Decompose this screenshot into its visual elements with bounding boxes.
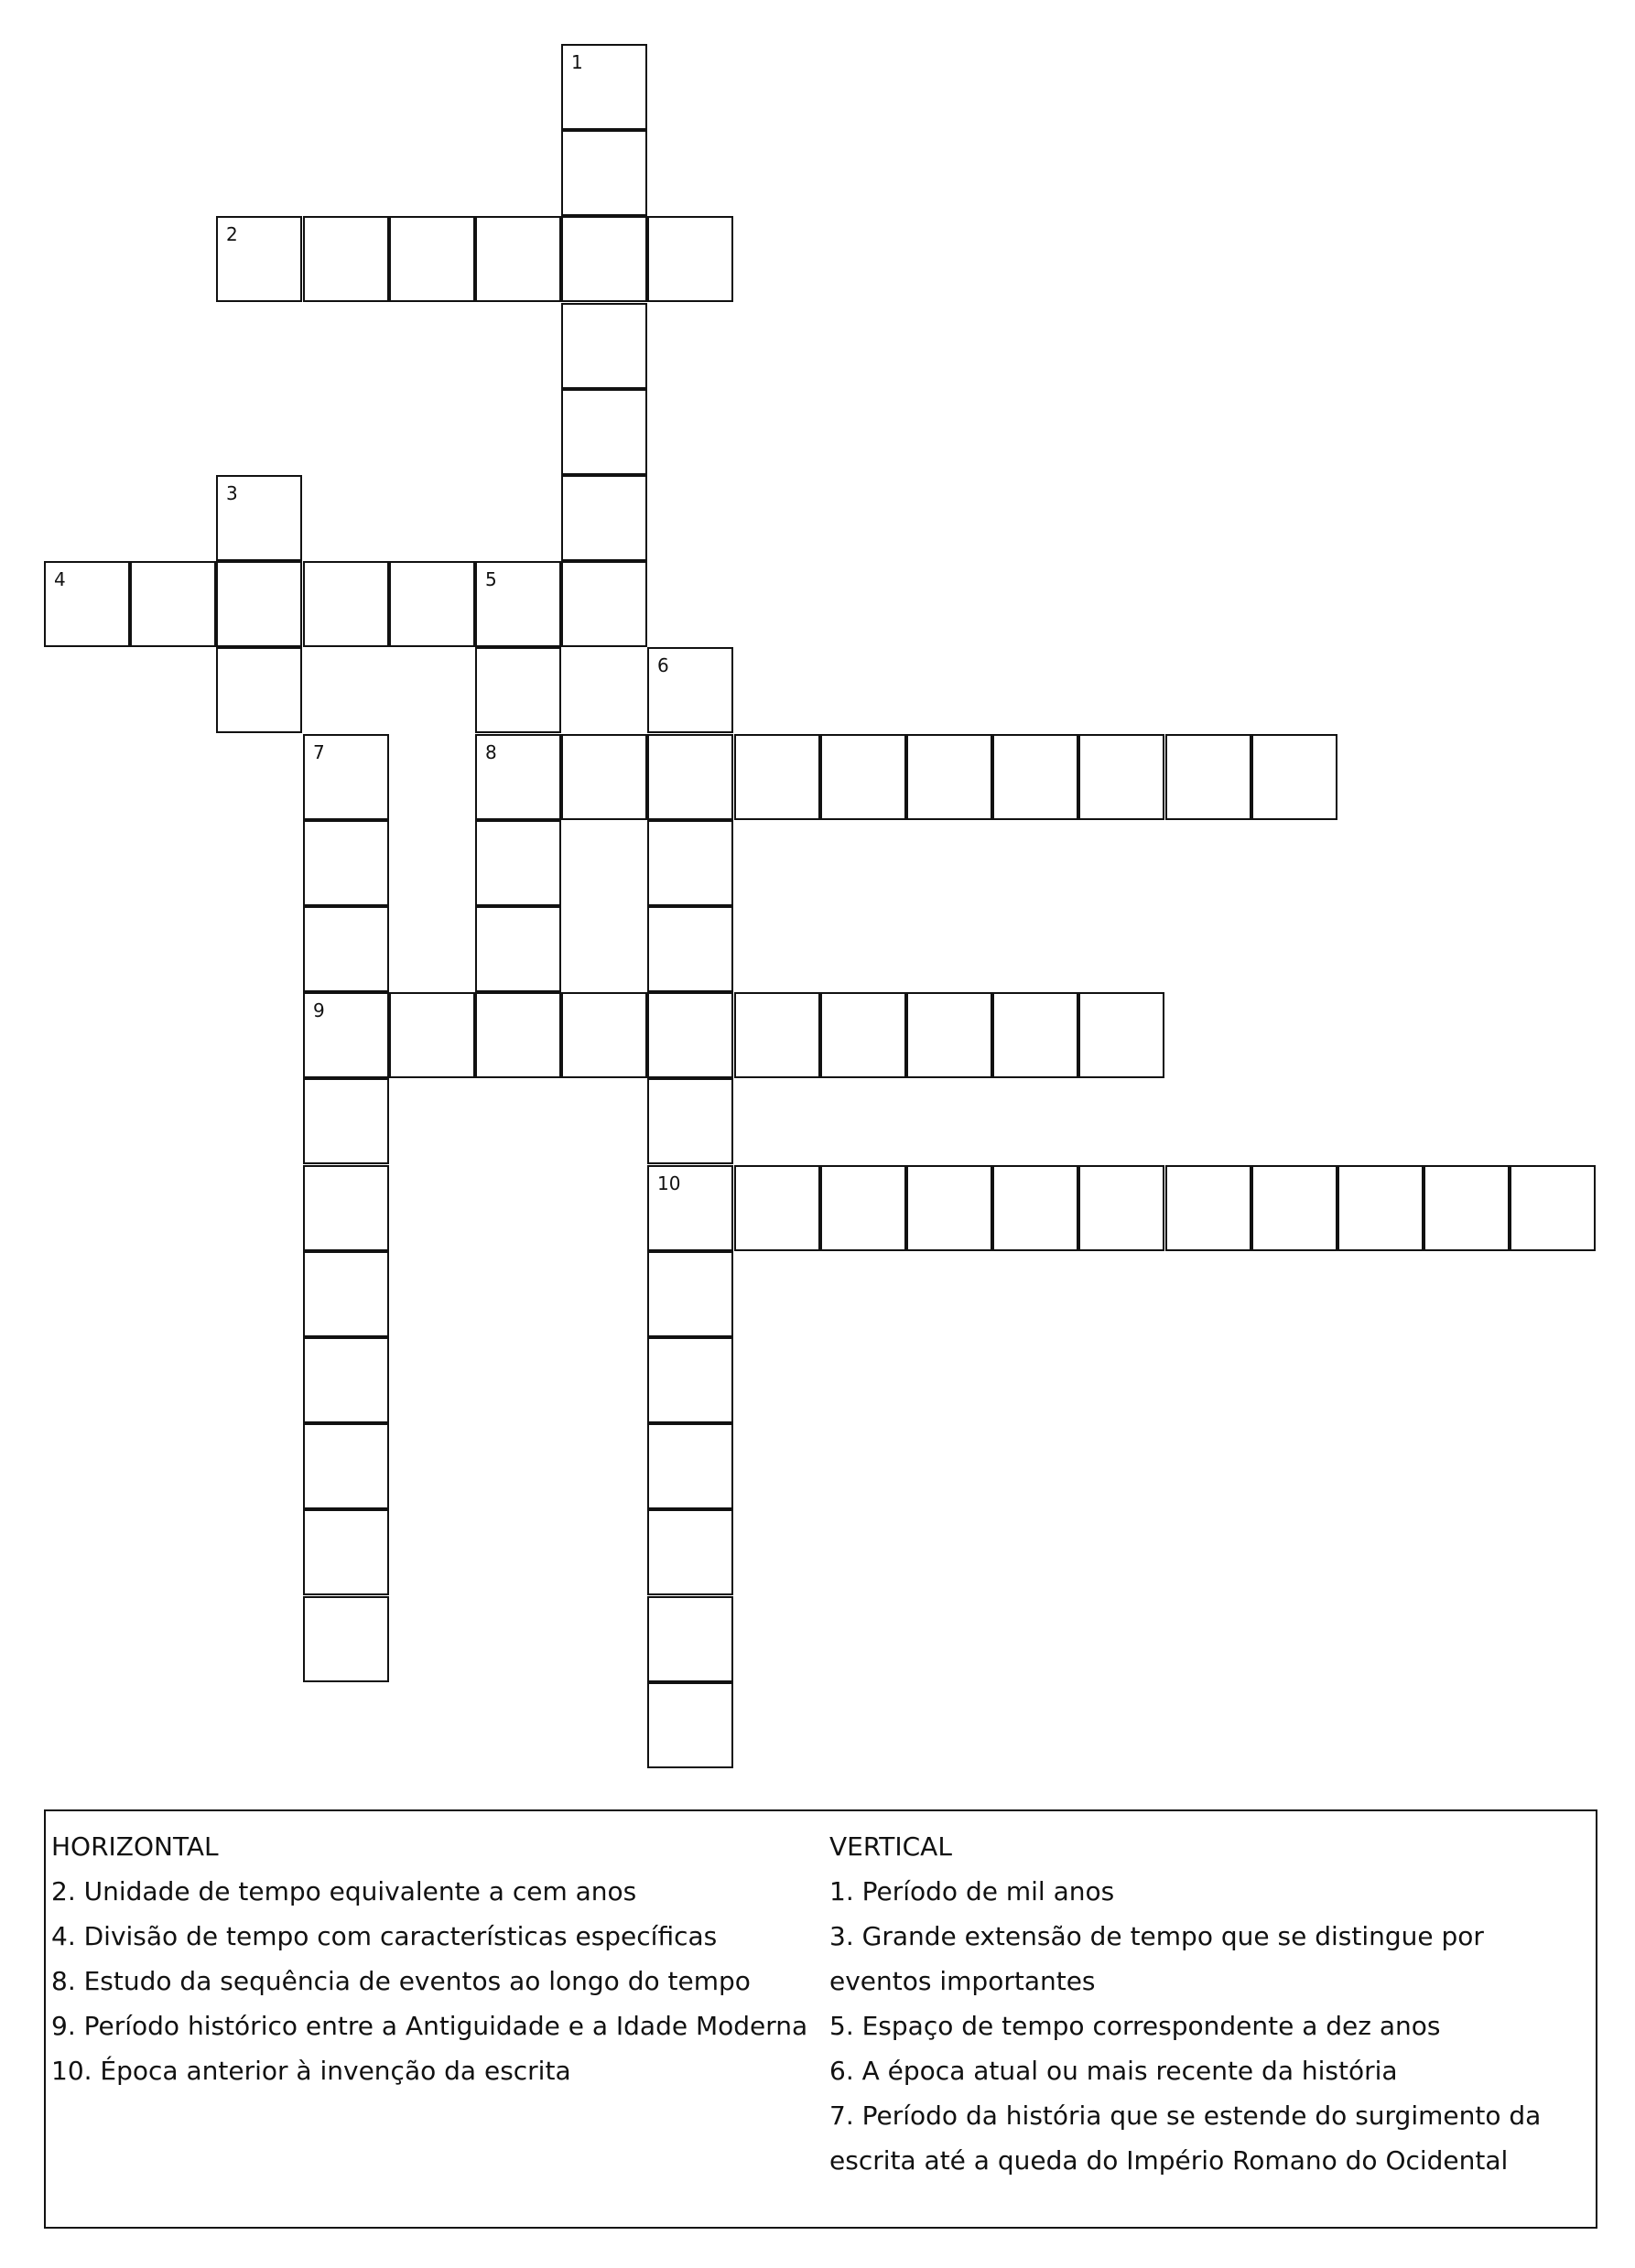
- grid-cell[interactable]: [303, 734, 389, 820]
- horizontal-clues: [51, 1824, 820, 2093]
- clue-down-6: 6. A época atual ou mais recente da história: [829, 2056, 1398, 2086]
- grid-cell[interactable]: [303, 820, 389, 906]
- grid-cell[interactable]: [1165, 1165, 1251, 1251]
- grid-cell[interactable]: [820, 1165, 906, 1251]
- grid-cell[interactable]: [647, 992, 733, 1078]
- grid-cell[interactable]: [561, 561, 647, 647]
- grid-cell[interactable]: [734, 734, 820, 820]
- grid-cell[interactable]: [906, 992, 992, 1078]
- grid-cell[interactable]: [647, 1251, 733, 1337]
- clues-box: [44, 1809, 1597, 2229]
- grid-cell[interactable]: [992, 734, 1078, 820]
- grid-cell[interactable]: [647, 1682, 733, 1768]
- clue-number: 3: [226, 482, 238, 504]
- grid-cell[interactable]: [992, 992, 1078, 1078]
- grid-cell[interactable]: [303, 1337, 389, 1423]
- grid-cell[interactable]: [992, 1165, 1078, 1251]
- grid-cell[interactable]: [820, 992, 906, 1078]
- grid-cell[interactable]: [1165, 734, 1251, 820]
- grid-cell[interactable]: [906, 734, 992, 820]
- grid-cell[interactable]: [561, 389, 647, 475]
- grid-cell[interactable]: [303, 1251, 389, 1337]
- grid-cell[interactable]: [303, 1423, 389, 1509]
- grid-cell[interactable]: [647, 1165, 733, 1251]
- grid-cell[interactable]: [216, 216, 302, 302]
- clue-across-9: 9. Período histórico entre a Antiguidade e a Idade Moderna: [51, 2011, 808, 2041]
- grid-cell[interactable]: [303, 561, 389, 647]
- grid-cell[interactable]: [561, 130, 647, 216]
- grid-cell[interactable]: [820, 734, 906, 820]
- grid-cell[interactable]: [734, 1165, 820, 1251]
- grid-cell[interactable]: [475, 647, 561, 733]
- grid-cell[interactable]: [389, 992, 475, 1078]
- clue-down-7: 7. Período da história que se estende do surgimento da escrita até a queda do Império Romano do Ocidental: [829, 2101, 1542, 2176]
- grid-cell[interactable]: [647, 1423, 733, 1509]
- grid-cell[interactable]: [647, 216, 733, 302]
- horizontal-title: HORIZONTAL: [51, 1831, 219, 1862]
- grid-cell[interactable]: [561, 992, 647, 1078]
- grid-cell[interactable]: [216, 475, 302, 561]
- clue-number: 1: [571, 51, 583, 73]
- grid-cell[interactable]: [647, 1596, 733, 1682]
- grid-cell[interactable]: [1251, 1165, 1337, 1251]
- clue-down-3: 3. Grande extensão de tempo que se distingue por eventos importantes: [829, 1921, 1484, 1996]
- grid-cell[interactable]: [303, 992, 389, 1078]
- grid-cell[interactable]: [906, 1165, 992, 1251]
- clue-number: 9: [313, 999, 325, 1021]
- grid-cell[interactable]: [303, 1509, 389, 1595]
- grid-cell[interactable]: [647, 1078, 733, 1164]
- clue-number: 7: [313, 741, 325, 763]
- grid-cell[interactable]: [389, 561, 475, 647]
- clue-number: 10: [657, 1172, 681, 1194]
- grid-cell[interactable]: [1510, 1165, 1596, 1251]
- clue-across-10: 10. Época anterior à invenção da escrita: [51, 2056, 571, 2086]
- grid-cell[interactable]: [475, 992, 561, 1078]
- vertical-title: VERTICAL: [829, 1831, 952, 1862]
- grid-cell[interactable]: [475, 216, 561, 302]
- grid-cell[interactable]: [647, 906, 733, 992]
- clue-across-4: 4. Divisão de tempo com características específicas: [51, 1921, 718, 1951]
- grid-cell[interactable]: [647, 1337, 733, 1423]
- grid-cell[interactable]: [303, 1596, 389, 1682]
- grid-cell[interactable]: [647, 1509, 733, 1595]
- grid-cell[interactable]: [303, 906, 389, 992]
- grid-cell[interactable]: [216, 561, 302, 647]
- grid-cell[interactable]: [475, 906, 561, 992]
- clue-across-8: 8. Estudo da sequência de eventos ao longo do tempo: [51, 1966, 751, 1996]
- grid-cell[interactable]: [561, 44, 647, 130]
- grid-cell[interactable]: [475, 561, 561, 647]
- clue-down-5: 5. Espaço de tempo correspondente a dez anos: [829, 2011, 1441, 2041]
- grid-cell[interactable]: [303, 1078, 389, 1164]
- grid-cell[interactable]: [561, 303, 647, 389]
- clue-number: 5: [485, 568, 497, 590]
- grid-cell[interactable]: [1337, 1165, 1424, 1251]
- grid-cell[interactable]: [130, 561, 216, 647]
- grid-cell[interactable]: [216, 647, 302, 733]
- grid-cell[interactable]: [1078, 992, 1164, 1078]
- clue-number: 4: [54, 568, 66, 590]
- grid-cell[interactable]: [1251, 734, 1337, 820]
- clue-across-2: 2. Unidade de tempo equivalente a cem anos: [51, 1876, 637, 1906]
- grid-cell[interactable]: [561, 734, 647, 820]
- grid-cell[interactable]: [561, 475, 647, 561]
- grid-cell[interactable]: [44, 561, 130, 647]
- clue-number: 8: [485, 741, 497, 763]
- grid-cell[interactable]: [1078, 734, 1164, 820]
- clue-number: 6: [657, 654, 669, 676]
- grid-cell[interactable]: [303, 216, 389, 302]
- clue-down-1: 1. Período de mil anos: [829, 1876, 1115, 1906]
- grid-cell[interactable]: [647, 820, 733, 906]
- grid-cell[interactable]: [303, 1165, 389, 1251]
- grid-cell[interactable]: [734, 992, 820, 1078]
- clue-number: 2: [226, 223, 238, 245]
- grid-cell[interactable]: [647, 647, 733, 733]
- grid-cell[interactable]: [389, 216, 475, 302]
- grid-cell[interactable]: [647, 734, 733, 820]
- grid-cell[interactable]: [1424, 1165, 1510, 1251]
- grid-cell[interactable]: [1078, 1165, 1164, 1251]
- grid-cell[interactable]: [475, 820, 561, 906]
- grid-cell[interactable]: [475, 734, 561, 820]
- grid-cell[interactable]: [561, 216, 647, 302]
- vertical-clues: [829, 1824, 1589, 2183]
